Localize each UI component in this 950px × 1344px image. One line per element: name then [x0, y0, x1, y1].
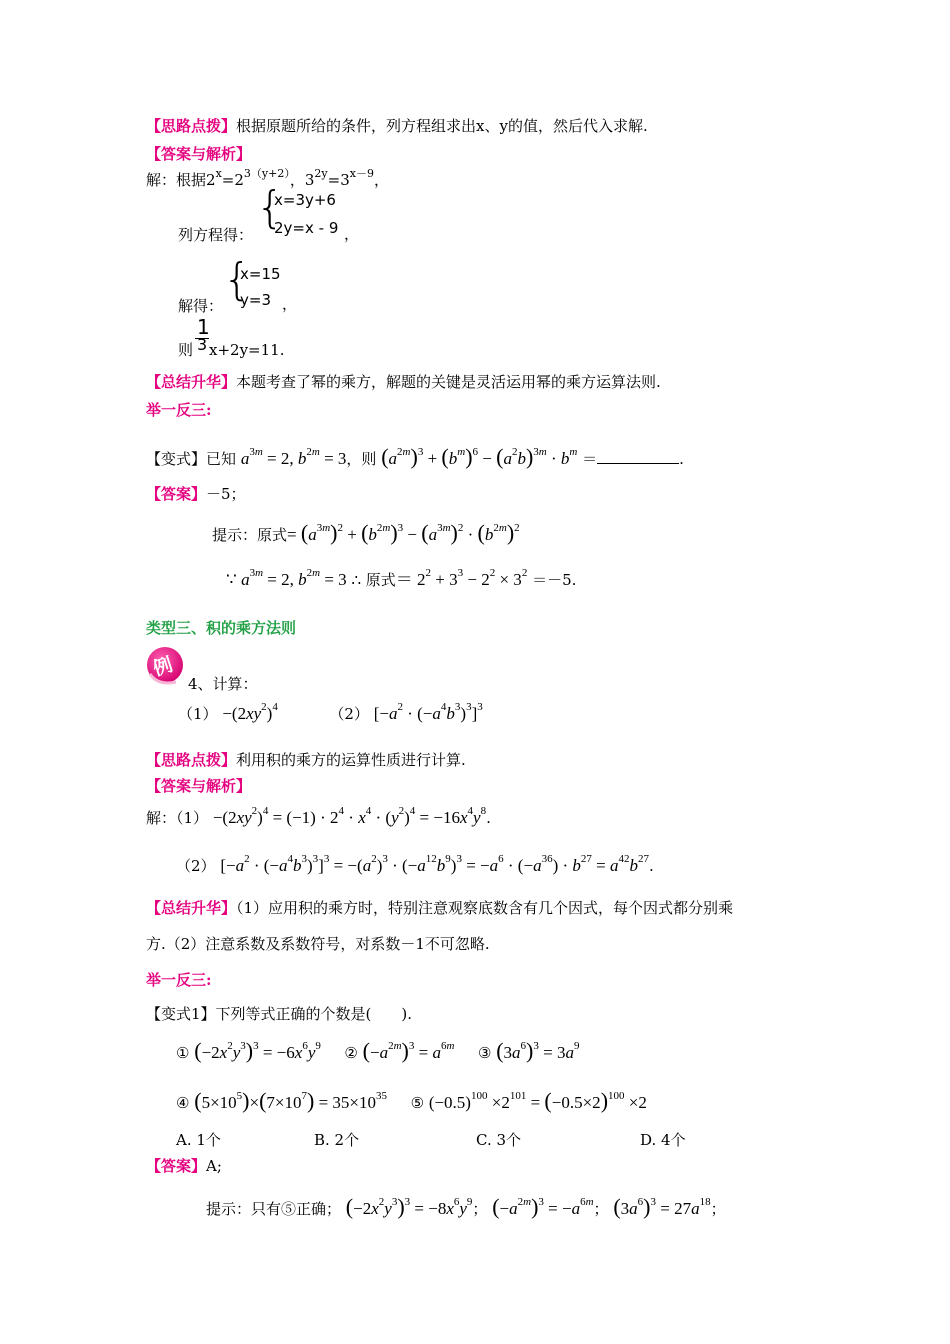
- answer-tag: 【答案】: [146, 485, 207, 503]
- circle-4-label: ④: [176, 1094, 190, 1112]
- variant-expression: $(a^{2m})^3 + (b^m)^6 - (a^2b)^{3m} \cdot b^m$: [381, 444, 578, 469]
- then-label: 则: [178, 341, 194, 359]
- tip2-expr1: $(-2x^2y^3)^3 = -8x^6y^9$: [345, 1194, 473, 1219]
- system1-eq-a: x=3y+6: [274, 191, 336, 209]
- example-title: 4、计算：: [188, 675, 258, 693]
- variant1-tag: 【变式1】: [146, 1005, 216, 1023]
- answer-analysis-tag: 【答案与解析】: [146, 777, 252, 795]
- system1-eq-b: 2y=x - 9: [274, 219, 339, 237]
- answer-value: －5；: [206, 485, 246, 503]
- variant-then: ，则: [346, 450, 377, 468]
- variant1-line: [146, 1006, 412, 1023]
- hint-line-2: [146, 752, 466, 769]
- item4-expression: $(5\times 10^5)\times(7\times 10^7) = 35\times 10^{35}$: [194, 1088, 388, 1113]
- solution2-prefix: （2）: [176, 857, 216, 875]
- fraction-denominator: 3: [197, 335, 208, 354]
- therefore-line: ∵ $a^{3m} = 2$, $b^{2m} = 3$ ∴ 原式＝ $2^2 + 3^3 - 2^2 \times 3^2 =-5$.: [226, 567, 577, 589]
- therefore-tail: ＝－5.: [532, 571, 577, 589]
- answer-tag: 【答案】: [146, 1157, 207, 1175]
- variant1-text: 下列等式正确的个数是( ).: [215, 1005, 413, 1023]
- solution1-expression: $-(2xy^2)^4 = (-1) \cdot 2^4 \cdot x^4 \cdot (y^2)^4 = -16x^4y^8$: [212, 805, 487, 827]
- system2-eq-b: y=3: [240, 291, 271, 309]
- choice-row-1: [176, 1040, 579, 1063]
- tip-label: 提示：原式: [212, 526, 288, 544]
- item5-expression: $(-0.5)^{100} \times 2^{101} = (-0.5\times 2)^{100} \times 2$: [428, 1088, 647, 1113]
- option-c: C. 3个: [476, 1131, 522, 1149]
- equation-3-2y: $3^{2y}=3^{x-9}$，: [304, 166, 389, 189]
- item3-expression: $(3a^6)^3 = 3a^9$: [496, 1038, 580, 1063]
- hint-text: 根据原题所给的条件，列方程组求出x、y的值，然后代入求解.: [236, 117, 648, 135]
- therefore-label: 原式: [365, 571, 396, 589]
- option-a: A. 1个: [176, 1131, 221, 1149]
- list-equation-label: 列方程得：: [178, 226, 254, 244]
- hint-tag: 【思路点拨】: [146, 751, 237, 769]
- summary2-line2: 方.（2）注意系数及系数符号，对系数－1不可忽略.: [146, 935, 490, 953]
- tip2-expr3: $(3a^6)^3 = 27a^{18}$: [613, 1194, 711, 1219]
- left-brace-icon: {: [223, 254, 251, 305]
- hint-tag: 【思路点拨】: [146, 117, 237, 135]
- example-badge-label: 例: [150, 653, 176, 681]
- answer-line: [146, 486, 246, 503]
- then-result: x+2y=11.: [209, 341, 285, 359]
- answer-value: A;: [206, 1157, 222, 1175]
- equation-2x: $2^x=2^{3(y+2)}$: [206, 166, 290, 189]
- extra-practice-tag: 举一反三:: [146, 401, 212, 419]
- circle-3-label: ③: [477, 1044, 492, 1062]
- circle-5-label: ⑤: [410, 1094, 425, 1112]
- part1-label: （1）: [178, 705, 218, 723]
- answer-blank: [597, 449, 679, 464]
- variant-condition: $a^{3m} = 2$, $b^{2m} = 3$: [240, 446, 347, 468]
- solution-prefix: 解：根据: [146, 171, 207, 189]
- solution1-line: 解：$(1) -(2xy^2)^4 = (-1) \cdot 2^4 \cdot x^4 \cdot (y^2)^4 = -16x^4y^8$.: [146, 805, 491, 827]
- summary-text-1: （1）应用积的乘方时，特别注意观察底数含有几个因式，每个因式都分别乘: [236, 899, 734, 917]
- section-title: 类型三、积的乘方法则: [146, 619, 297, 637]
- tip-line: [212, 522, 520, 545]
- therefore-expression: ＝ $2^2 + 3^3 - 2^2 \times 3^2$: [395, 567, 528, 589]
- solution1-prefix: 解：（1）: [146, 809, 209, 827]
- part2-expression: $[-a^2 \cdot (-a^4b^3)^3]^3$: [373, 701, 483, 723]
- variant-known: 已知: [206, 450, 237, 468]
- option-d: D. 4个: [640, 1131, 686, 1149]
- circle-2-label: ②: [344, 1044, 358, 1062]
- answer-analysis-tag: 【答案与解析】: [146, 145, 252, 163]
- equals: ＝: [582, 450, 598, 468]
- variant-line: 【变式】已知 $a^{3m} = 2$, $b^{2m} = 3$，则 $(a^{2m})^3 + (b^m)^6 - (a^2b)^{3m} \cdot b^m$ ＝ .: [146, 444, 684, 469]
- separator: ，: [289, 171, 305, 189]
- summary-line: [146, 374, 661, 391]
- summary-tag: 【总结升华】: [146, 899, 237, 917]
- summary-tag: 【总结升华】: [146, 373, 237, 391]
- part1-expression: $-(2xy^2)^4$: [222, 701, 278, 723]
- comma: ，: [282, 295, 298, 313]
- circle-1-label: ①: [176, 1044, 190, 1062]
- tip2-line: 提示：只有⑤正确； $(-2x^2y^3)^3 = -8x^6y^9$； $(-a^{2m})^3 = -a^{6m}$； $(3a^6)^3 = 27a^{18}$；: [206, 1194, 726, 1219]
- choice-row-2: [176, 1090, 647, 1113]
- since-expression: ∵ $a^{3m} = 2$, $b^{2m} = 3$: [226, 567, 347, 589]
- item1-expression: $(-2x^2y^3)^3 = -6x^6y^9$: [194, 1038, 321, 1063]
- system2-eq-a: x=15: [240, 265, 281, 283]
- solution2-line: （2） $[-a^2 \cdot (-a^4b^3)^3]^3 = -(a^2)^3 \cdot (-a^{12}b^9)^3 = -a^6 \cdot (-a^{36}) \cdot b^{27} = a^{42}b^{27}$.: [176, 853, 654, 875]
- option-b: B. 2个: [314, 1131, 360, 1149]
- left-brace-icon: {: [256, 182, 284, 233]
- comma: ，: [344, 225, 360, 243]
- variant-tag: 【变式】: [146, 450, 207, 468]
- part2-label: （2）: [329, 705, 369, 723]
- solve-label: 解得：: [178, 297, 224, 315]
- hint-line-1: [146, 118, 648, 135]
- tip2-label: 提示：只有⑤正确；: [206, 1200, 342, 1218]
- hint-text: 利用积的乘方的运算性质进行计算.: [236, 751, 466, 769]
- item2-expression: $(-a^{2m})^3 = a^{6m}$: [362, 1038, 455, 1063]
- extra-practice-tag: 举一反三:: [146, 971, 212, 989]
- fraction-numerator: 1: [197, 315, 210, 339]
- tip-expression: = $(a^{3m})^2 + (b^{2m})^3 - (a^{3m})^2 \cdot (b^{2m})^2$: [287, 520, 520, 545]
- summary-text: 本题考查了幂的乘方，解题的关键是灵活运用幂的乘方运算法则.: [236, 373, 661, 391]
- problem-line: [178, 701, 483, 724]
- solution2-expression: $[-a^2 \cdot (-a^4b^3)^3]^3 = -(a^2)^3 \cdot (-a^{12}b^9)^3 = -a^6 \cdot (-a^{36}) \cdot b^{27} = a^{42}b^{27}$: [220, 853, 649, 875]
- answer2-line: [146, 1158, 222, 1175]
- tip2-expr2: $(-a^{2m})^3 = -a^{6m}$: [492, 1194, 594, 1219]
- summary2-line1: [146, 900, 733, 917]
